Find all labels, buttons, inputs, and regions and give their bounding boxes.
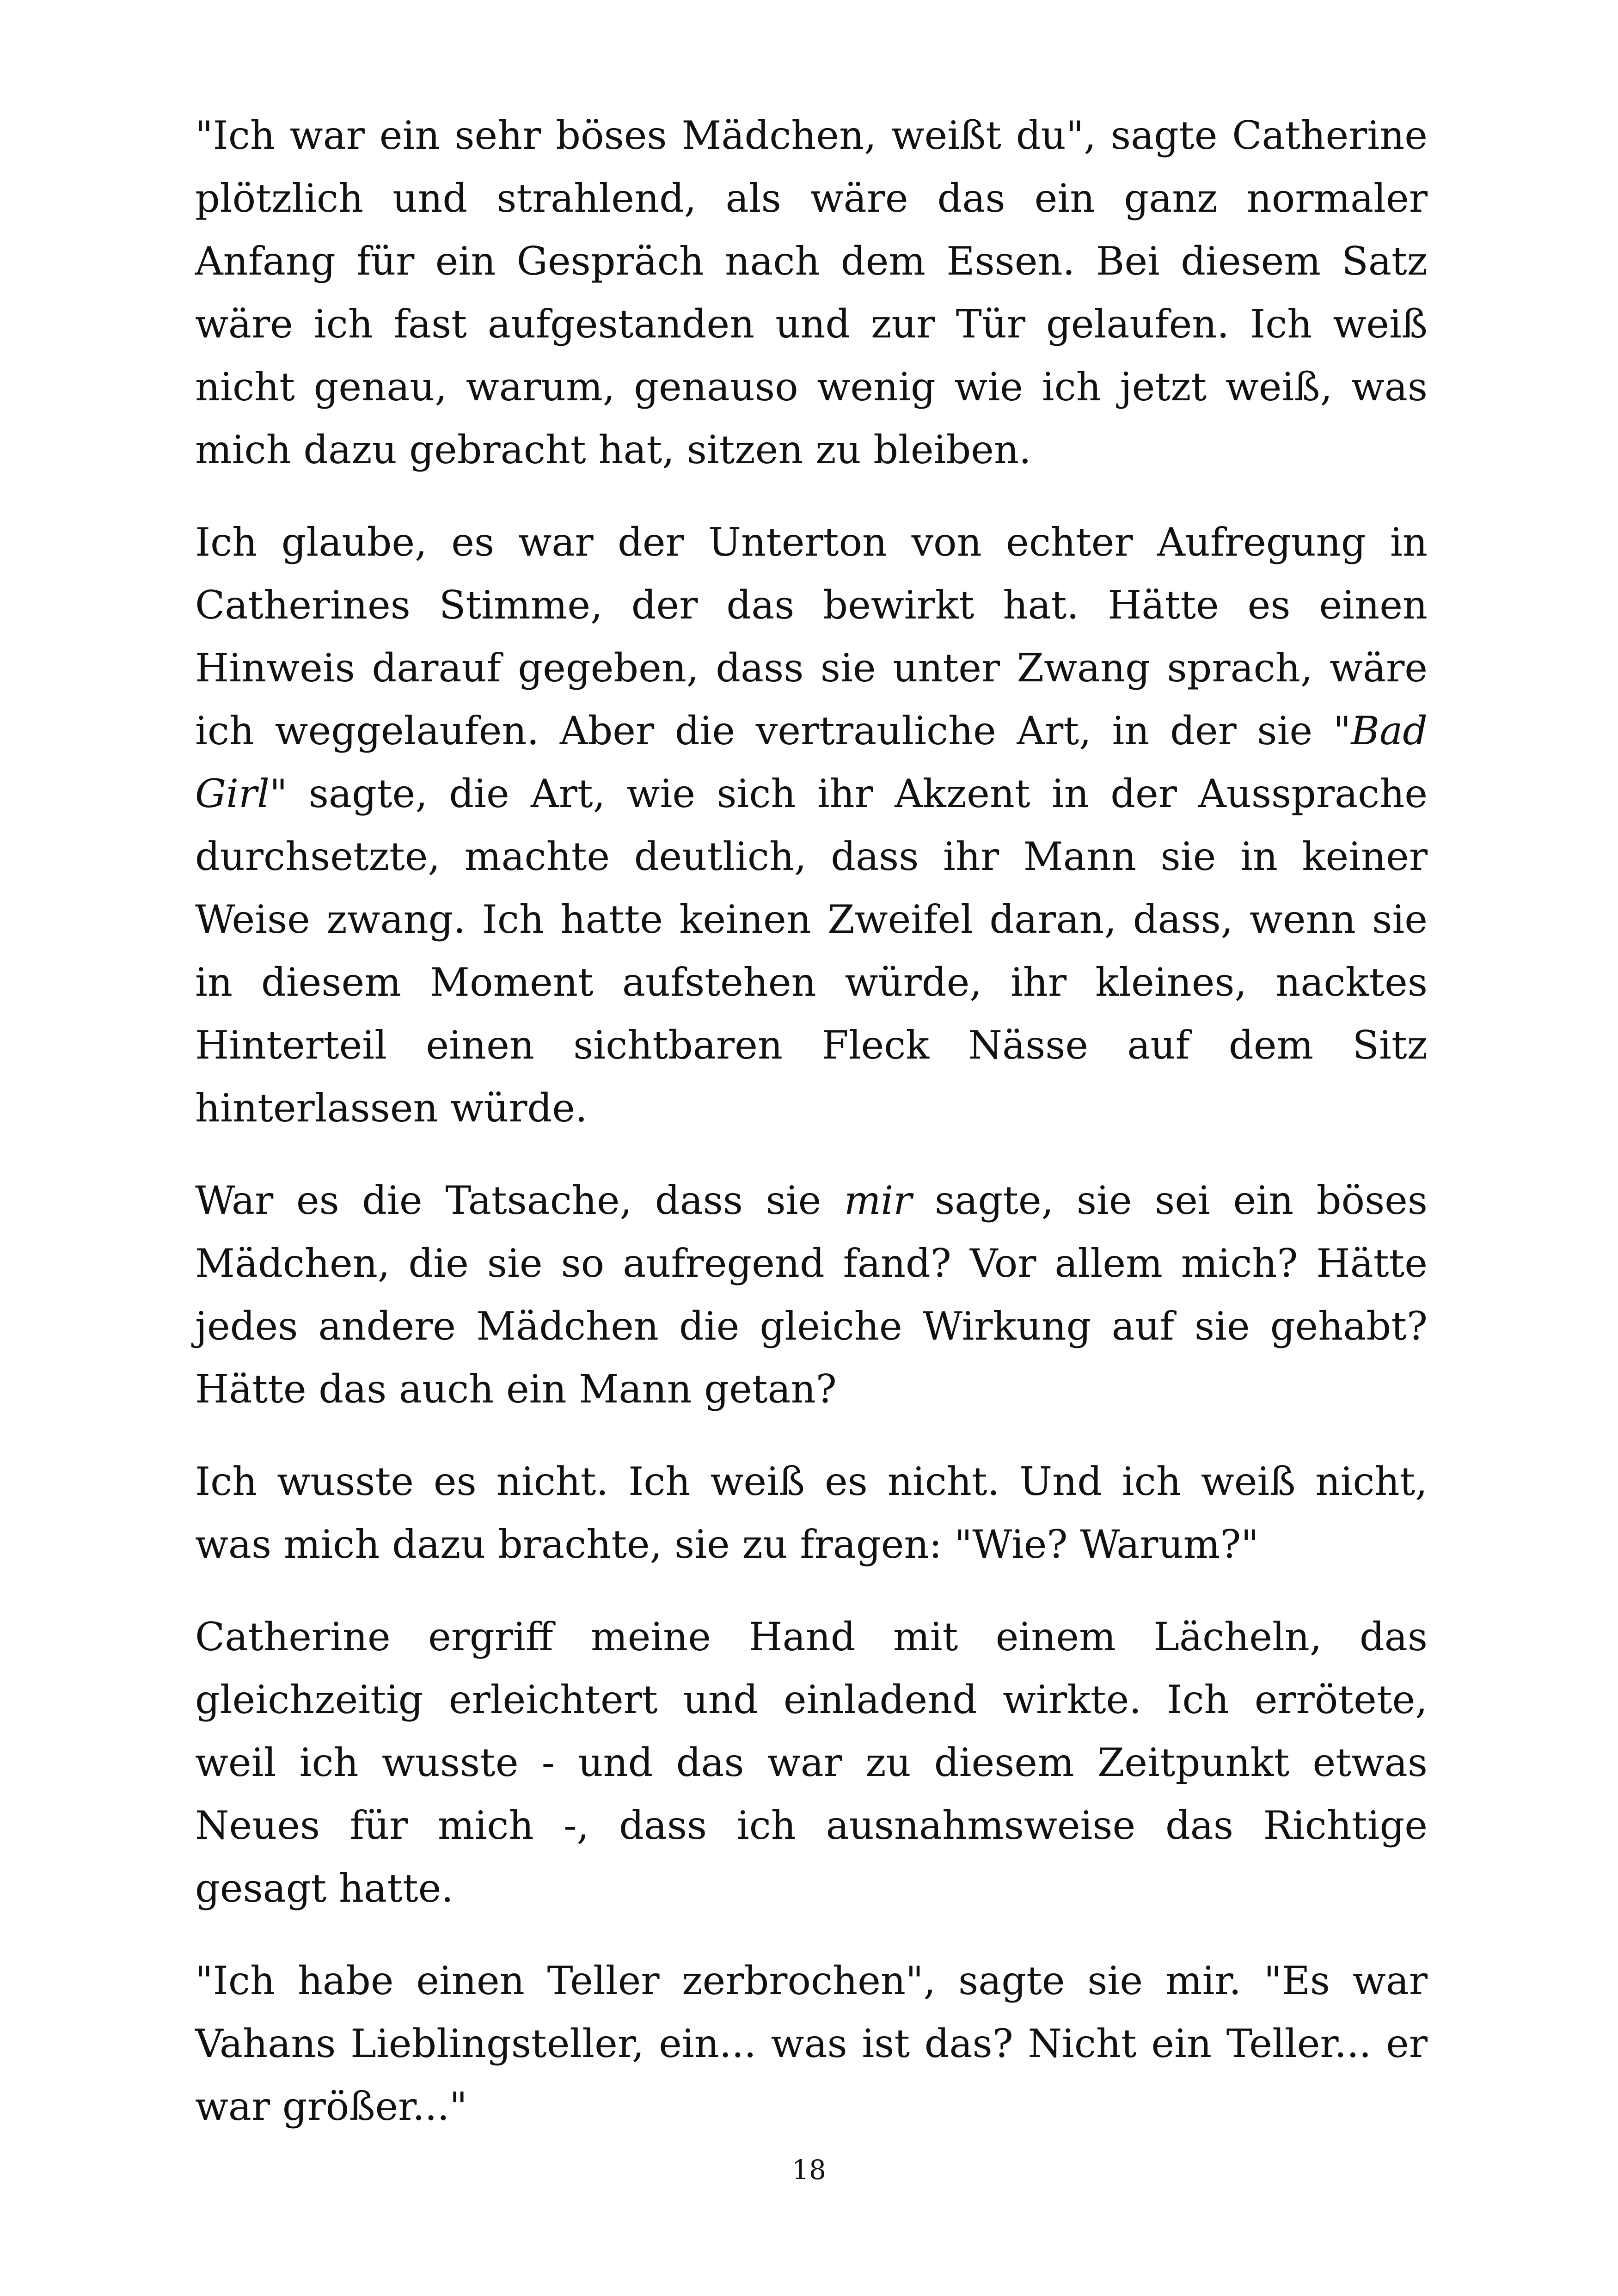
paragraph-text: Ich glaube, es war der Unterton von echter Aufregung in Catherines Stimme, der das bewirkt hat. Hätte es einen Hinweis darauf gegeben, dass sie unter Zwang sprach, wäre ich weggelaufen. Aber die vertrauliche Art, in der sie ": [195, 520, 1428, 753]
paragraph: [195, 1450, 1428, 1576]
paragraph: [195, 1605, 1428, 1920]
paragraph-text: "Ich habe einen Teller zerbrochen", sagte sie mir. "Es war Vahans Lieblingsteller, ein... was ist das? Nicht ein Teller... er war größer...": [195, 1958, 1428, 2129]
page-number: 18: [792, 2154, 826, 2186]
paragraph-text: sagte, die Art, wie sich ihr Akzent in der Aussprache durchsetzte, machte deutlich, dass ihr Mann sie in keiner Weise zwang. Ich hatte keinen Zweifel daran, dass, wenn sie in diesem Moment aufstehen würde, ihr kleines, nacktes Hinterteil einen sichtbaren Fleck Nässe auf dem Sitz hinterlassen würde.: [195, 771, 1428, 1131]
paragraph-text: "Ich war ein sehr böses Mädchen, weißt du", sagte Catherine plötzlich und strahlend, als wäre das ein ganz normaler Anfang für ein Gespräch nach dem Essen. Bei diesem Satz wäre ich fast aufgestanden und zur Tür gelaufen. Ich weiß nicht genau, warum, genauso wenig wie ich jetzt weiß, was mich dazu gebracht hat, sitzen zu bleiben.: [195, 113, 1428, 472]
paragraph-text: War es die Tatsache, dass sie: [195, 1178, 844, 1223]
paragraph: [195, 511, 1428, 1139]
italic-word: mir: [844, 1178, 912, 1223]
body-text: [195, 104, 1428, 2167]
paragraph: [195, 104, 1428, 481]
paragraph: [195, 1949, 1428, 2138]
paragraph-text: sagte, sie sei ein böses Mädchen, die sie so aufregend fand? Vor allem mich? Hätte jedes andere Mädchen die gleiche Wirkung auf sie gehabt? Hätte das auch ein Mann getan?: [195, 1178, 1428, 1412]
paragraph-text: Catherine ergriff meine Hand mit einem Lächeln, das gleichzeitig erleichtert und einladend wirkte. Ich errötete, weil ich wusste - und das war zu diesem Zeitpunkt etwas Neues für mich -, dass ich ausnahmsweise das Richtige gesagt hatte.: [195, 1614, 1428, 1911]
italic-phrase: Bad Girl": [195, 708, 1428, 816]
paragraph-text: Ich wusste es nicht. Ich weiß es nicht. Und ich weiß nicht, was mich dazu brachte, sie zu fragen: "Wie? Warum?": [195, 1459, 1428, 1567]
paragraph: [195, 1169, 1428, 1420]
